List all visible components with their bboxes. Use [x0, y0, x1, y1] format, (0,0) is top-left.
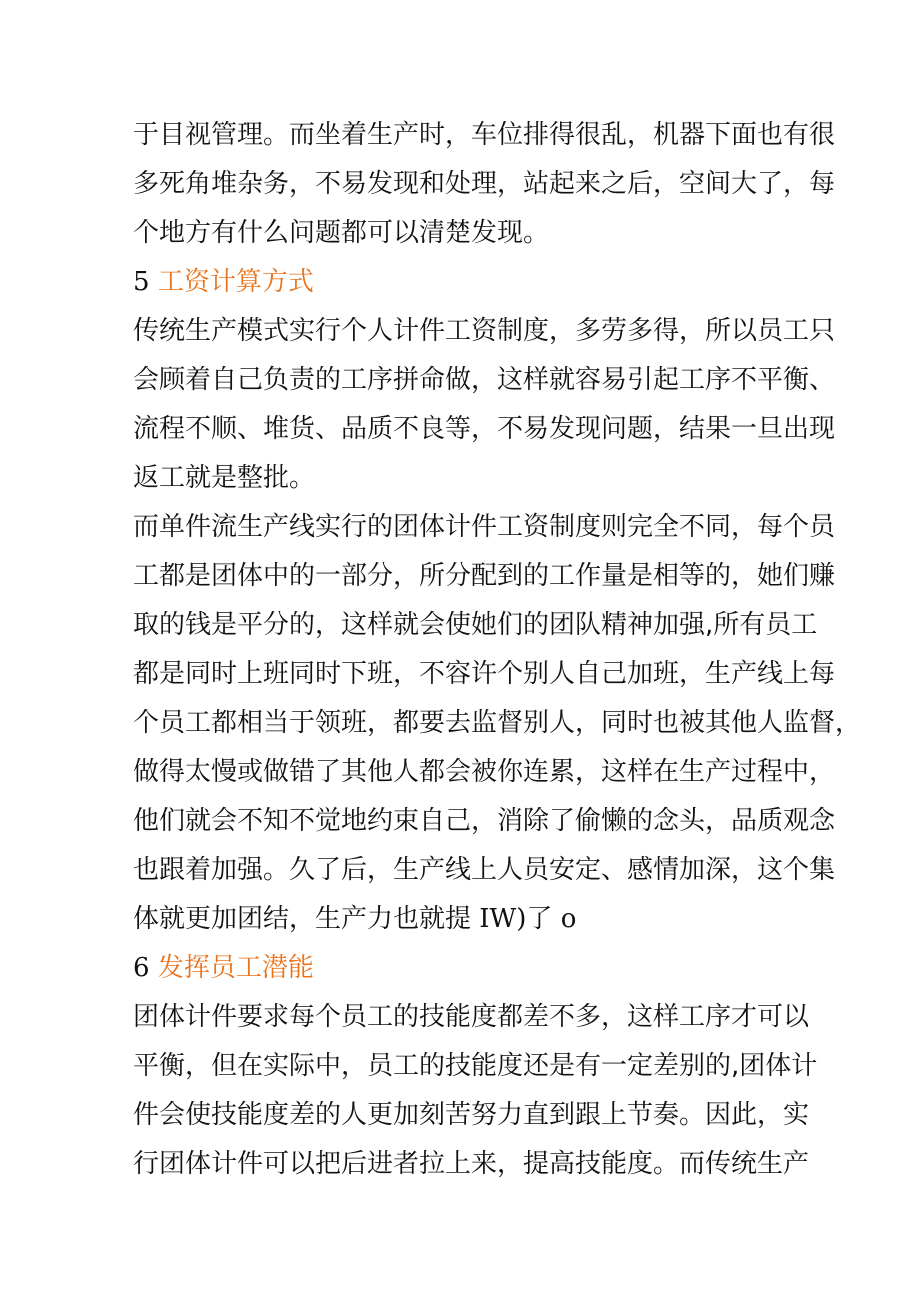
section-heading-6: [133, 951, 314, 985]
text-line: 个地方有什么问题都可以清楚发现。: [133, 218, 550, 248]
text-line: 而单件流生产线实行的团体计件工资制度则完全不同，每个员: [133, 512, 836, 542]
text-line: 件会使技能度差的人更加刻苦努力直到跟上节奏。因此，实: [133, 1100, 810, 1130]
text-line: 传统生产模式实行个人计件工资制度，多劳多得，所以员工只: [133, 316, 836, 346]
text-segment-ocr: o: [552, 904, 577, 934]
section-title: 发挥员工潜能: [157, 953, 314, 983]
text-line: 他们就会不知不觉地约束自己，消除了偷懒的念头，品质观念: [133, 806, 836, 836]
section-number: 6: [133, 953, 150, 983]
text-segment: 体就更加团结，生产力也就提: [133, 904, 472, 934]
text-line: 做得太慢或做错了其他人都会被你连累，这样在生产过程中，: [133, 757, 836, 787]
text-line-last: [133, 902, 576, 936]
section-title: 工资计算方式: [157, 267, 314, 297]
text-segment: 了: [526, 904, 553, 934]
text-line: 于目视管理。而坐着生产时，车位排得很乱，机器下面也有很: [133, 120, 836, 150]
text-line: 行团体计件可以把后进者拉上来，提高技能度。而传统生产: [133, 1149, 810, 1179]
text-line: 团体计件要求每个员工的技能度都差不多，这样工序才可以: [133, 1002, 810, 1032]
text-line: 多死角堆杂务，不易发现和处理，站起来之后，空间大了，每: [133, 169, 836, 199]
text-line: 返工就是整批。: [133, 463, 316, 493]
text-line: 会顾着自己负责的工序拼命做，这样就容易引起工序不平衡、: [133, 365, 836, 395]
section-number: 5: [133, 267, 150, 297]
text-line: 取的钱是平分的，这样就会使她们的团队精神加强,所有员工: [133, 610, 818, 640]
text-line: 流程不顺、堆货、品质不良等，不易发现问题，结果一旦出现: [133, 414, 836, 444]
text-line: 个员工都相当于领班，都要去监督别人，同时也被其他人监督，: [133, 708, 862, 738]
section-heading-5: [133, 265, 314, 299]
text-line: 也跟着加强。久了后，生产线上人员安定、感情加深，这个集: [133, 855, 836, 885]
text-line: 都是同时上班同时下班，不容许个别人自己加班，生产线上每: [133, 659, 836, 689]
text-line: 平衡，但在实际中，员工的技能度还是有一定差别的,团体计: [133, 1051, 818, 1081]
text-segment-ocr: IW): [471, 904, 527, 934]
text-line: 工都是团体中的一部分，所分配到的工作量是相等的，她们赚: [133, 561, 836, 591]
